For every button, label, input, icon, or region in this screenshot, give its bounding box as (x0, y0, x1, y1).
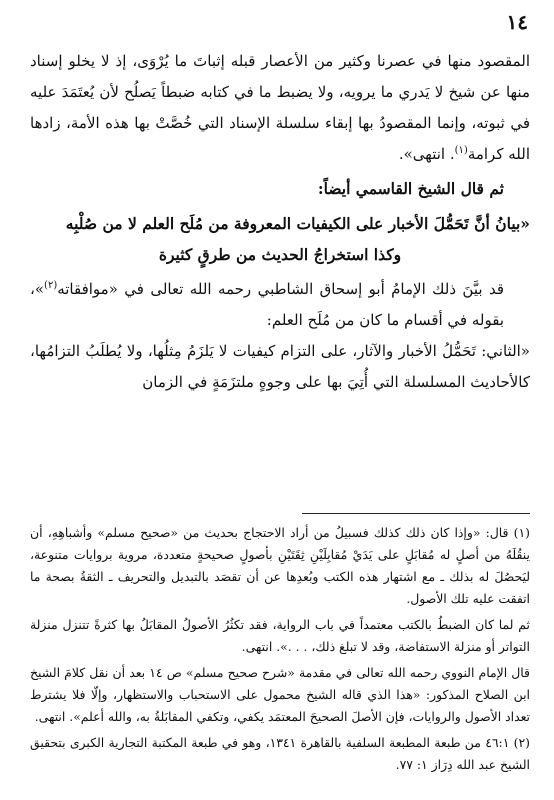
footnote-1-nawawi: قال الإمام النووي رحمه الله تعالى في مقدمة «شرح صحيح مسلم» ص ١٤ بعد أن نقل كلامَ الشيخ ابن الصلاح المذكور: «هذا الذي قاله الشيخ محمول على الاستحباب والاستظهار، وإلّا فلا يشترط تعداد الأصول والروايات، فإن الأصلَ الصحيحَ المعتمَد يكفي، وتكفي المقابَلةُ به، والله أعلم». انتهى. (30, 665, 530, 724)
footnote-1: (١) قال: «وإذا كان ذلك كذلك فسبيلُ من أراد الاحتجاج بحديث من «صحيح مسلم» وأشباهِهِ، أن ينقُلَهُ من أصلٍ له مُقابَلٍ على يَدَيْ مُقابِلَيْنِ ثِقَتَيْنِ بأصولٍ صحيحةٍ متعددة، مروية بروايات متنوعة، ليَحصُلَ له بذلك ـ مع اشتهار هذه الكتب وبُعدِها عن أن تقصَد بالتبديل والتحريف ـ الثقةُ بصحة ما اتفقت عليه تلك الأصول. (30, 525, 530, 606)
paragraph-3-text: قد بيَّنَ ذلك الإمامُ أبو إسحاق الشاطبي رحمه الله تعالى في «موافقاته (57, 280, 504, 298)
paragraph-1 (30, 46, 530, 170)
paragraph-2: ثم قال الشيخ القاسمي أيضاً: (317, 179, 504, 198)
page-number: ١٤ (506, 10, 528, 34)
footnote-separator (302, 513, 530, 514)
main-text (30, 46, 530, 398)
paragraph-1-end: . انتهى». (398, 145, 455, 163)
paragraph-4: «الثاني: تَحَمُّلُ الأخبار والآثار، على التزام كيفيات لا يَلزَمُ مِثلُها، ولا يُطلَبُ التزامُها، كالأحاديث المسلسلة التي أُتِيَ بها على وجوهٍ ملتزَمَةٍ في الزمان (30, 342, 530, 391)
paragraph-3-end: »، بقوله في أقسام ما كان من مُلَح العلم: (30, 280, 504, 329)
footnotes (30, 522, 530, 780)
footnote-2: (٢) ٤٦:١ من طبعة المطبعة السلفية بالقاهرة ١٣٤١، وهو في طبعة المكتبة التجارية الكبرى بتحقيق الشيخ عبد الله دِرَاز ١: ٧٧. (30, 735, 530, 772)
paragraph-3 (30, 274, 530, 336)
footnote-ref-1: (١) (454, 145, 468, 156)
heading-quote-line-2: وكذا استخراجُ الحديث من طرقٍ كثيرة (158, 245, 402, 264)
heading-quote (30, 208, 530, 270)
footnote-1-continued: ثم لما كان الضبطُ بالكتب معتمداً في باب الرواية، فقد تكثُرُ الأصولُ المقابَلُ بها كثرةً تتنزل منزلة التواتر أو منزلة الاستفاضة، وقد لا تبلغ ذلك، . . .». انتهى. (30, 617, 530, 654)
heading-quote-line-1: «بيانُ أنَّ تَحَمُّلَ الأخبار على الكيفيات المعروفة من مُلَح العلم لا من صُلْبِه (65, 214, 530, 233)
footnote-ref-2: (٢) (44, 280, 58, 291)
paragraph-1-text: المقصود منها في عصرنا وكثير من الأعصار قبله إثباتَ ما يُرْوَى، إذ لا يخلو إسناد منها عن شيخ لا يَدري ما يرويه، ولا يضبط ما في كتابه ضبطاً يَصلُح لأن يُعتَمَدَ عليه في ثبوته، وإنما المقصودُ بها إبقاء سلسلة الإسناد التي خُصَّتْ بها هذه الأمة، زادها الله كرامة (30, 52, 530, 163)
